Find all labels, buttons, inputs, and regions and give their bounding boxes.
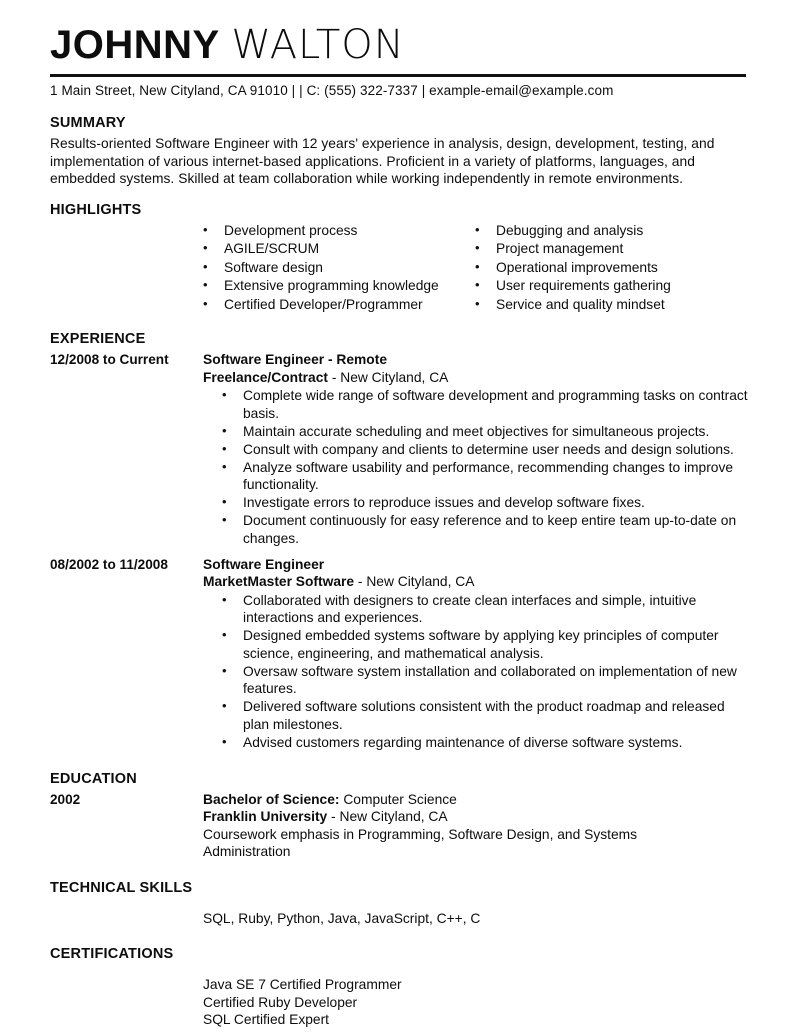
experience-entry bbox=[50, 556, 750, 752]
experience-dates: 12/2008 to Current bbox=[50, 352, 169, 367]
education-heading: EDUCATION bbox=[50, 770, 137, 787]
technical-skills-heading: TECHNICAL SKILLS bbox=[50, 879, 193, 896]
contact-line: 1 Main Street, New Cityland, CA 91010 | | C: (555) 322-7337 | example-email@example.com bbox=[50, 83, 614, 98]
spacer bbox=[50, 966, 750, 976]
highlights-column-one bbox=[203, 222, 475, 315]
first-name: JOHNNY bbox=[50, 23, 220, 67]
list-item: • Collaborated with designers to create clean interfaces and simple, intuitive interactions and experiences. bbox=[222, 592, 750, 627]
spacer bbox=[50, 760, 750, 770]
highlights-list-one bbox=[203, 222, 475, 314]
list-item: • Complete wide range of software development and programming tasks on contract basis. bbox=[222, 387, 750, 422]
header-divider bbox=[50, 74, 746, 77]
education-school: Franklin University bbox=[203, 809, 328, 824]
education-year: 2002 bbox=[50, 791, 81, 807]
job-title: Software Engineer bbox=[203, 556, 325, 572]
job-location: - New Cityland, CA bbox=[327, 369, 449, 385]
list-item: • Investigate errors to reproduce issues and develop software fixes. bbox=[222, 494, 750, 512]
summary-text: Results-oriented Software Engineer with 12 years' experience in analysis, design, development, testing, and implementation of various internet-based applications. Proficient in a variety of platforms, languages, and embedded systems. Skilled at team collaboration while working independently in remote environments. bbox=[50, 136, 715, 186]
job-company: MarketMaster Software bbox=[203, 574, 355, 589]
certifications-section bbox=[50, 945, 750, 1029]
experience-details bbox=[203, 556, 750, 752]
education-school-location: - New Cityland, CA bbox=[327, 809, 448, 824]
list-item: • User requirements gathering bbox=[475, 277, 735, 295]
list-item: • Debugging and analysis bbox=[475, 222, 735, 240]
education-details bbox=[203, 791, 750, 861]
list-item: • Consult with company and clients to determine user needs and design solutions. bbox=[222, 441, 750, 459]
list-item: SQL Certified Expert bbox=[203, 1012, 330, 1027]
highlights-columns bbox=[203, 222, 750, 315]
job-title: Software Engineer - Remote bbox=[203, 352, 387, 367]
list-item: • Certified Developer/Programmer bbox=[203, 296, 475, 314]
education-degree-line bbox=[203, 791, 750, 809]
job-bullet-list bbox=[203, 387, 750, 547]
list-item: • Development process bbox=[203, 222, 475, 240]
list-item: • Document continuously for easy reference and to keep entire team up-to-date on changes. bbox=[222, 512, 750, 547]
list-item: • Designed embedded systems software by applying key principles of computer science, engineering, and mathematical analysis. bbox=[222, 627, 750, 662]
spacer bbox=[50, 929, 750, 945]
experience-heading: EXPERIENCE bbox=[50, 331, 146, 347]
highlights-heading: HIGHLIGHTS bbox=[50, 201, 142, 218]
job-location: - New Cityland, CA bbox=[354, 574, 475, 589]
list-item: • Project management bbox=[475, 240, 735, 258]
education-entry bbox=[50, 791, 750, 861]
spacer bbox=[50, 863, 750, 879]
job-company: Freelance/Contract bbox=[203, 369, 328, 385]
list-item: Certified Ruby Developer bbox=[203, 994, 358, 1010]
summary-heading: SUMMARY bbox=[50, 115, 126, 131]
list-item: • Operational improvements bbox=[475, 259, 735, 277]
certifications-list bbox=[203, 976, 750, 1029]
spacer bbox=[50, 900, 750, 910]
list-item: • Maintain accurate scheduling and meet objectives for simultaneous projects. bbox=[222, 423, 750, 441]
job-bullet-list bbox=[203, 592, 750, 752]
list-item: • Delivered software solutions consistent with the product roadmap and released plan milestones. bbox=[222, 698, 750, 733]
technical-skills-section bbox=[50, 879, 750, 928]
education-degree-field: Computer Science bbox=[339, 791, 457, 807]
last-name: WALTON bbox=[231, 22, 405, 68]
list-item: • Extensive programming knowledge bbox=[203, 277, 475, 295]
experience-section bbox=[50, 330, 750, 752]
education-degree-label: Bachelor of Science: bbox=[203, 791, 340, 807]
highlights-section bbox=[50, 201, 750, 315]
education-section bbox=[50, 770, 750, 861]
list-item: • Analyze software usability and performance, recommending changes to improve functionality. bbox=[222, 459, 750, 494]
education-school-line bbox=[203, 808, 750, 826]
job-company-line bbox=[203, 573, 750, 591]
experience-details bbox=[203, 351, 750, 548]
experience-entry bbox=[50, 351, 750, 548]
experience-dates: 08/2002 to 11/2008 bbox=[50, 556, 168, 572]
education-coursework: Coursework emphasis in Programming, Software Design, and Systems Administration bbox=[203, 826, 638, 859]
certifications-heading: CERTIFICATIONS bbox=[50, 946, 174, 962]
technical-skills-text: SQL, Ruby, Python, Java, JavaScript, C++, C bbox=[203, 910, 481, 926]
candidate-name bbox=[50, 22, 750, 68]
highlights-list-two bbox=[475, 222, 735, 314]
list-item: • AGILE/SCRUM bbox=[203, 240, 475, 258]
job-company-line bbox=[203, 369, 750, 387]
list-item: • Oversaw software system installation and collaborated on implementation of new features. bbox=[222, 663, 750, 698]
list-item: • Advised customers regarding maintenance of diverse software systems. bbox=[222, 734, 750, 752]
list-item: Java SE 7 Certified Programmer bbox=[203, 977, 402, 992]
list-item: • Software design bbox=[203, 259, 475, 277]
highlights-column-two bbox=[475, 222, 735, 315]
list-item: • Service and quality mindset bbox=[475, 296, 735, 314]
summary-section bbox=[50, 114, 750, 188]
